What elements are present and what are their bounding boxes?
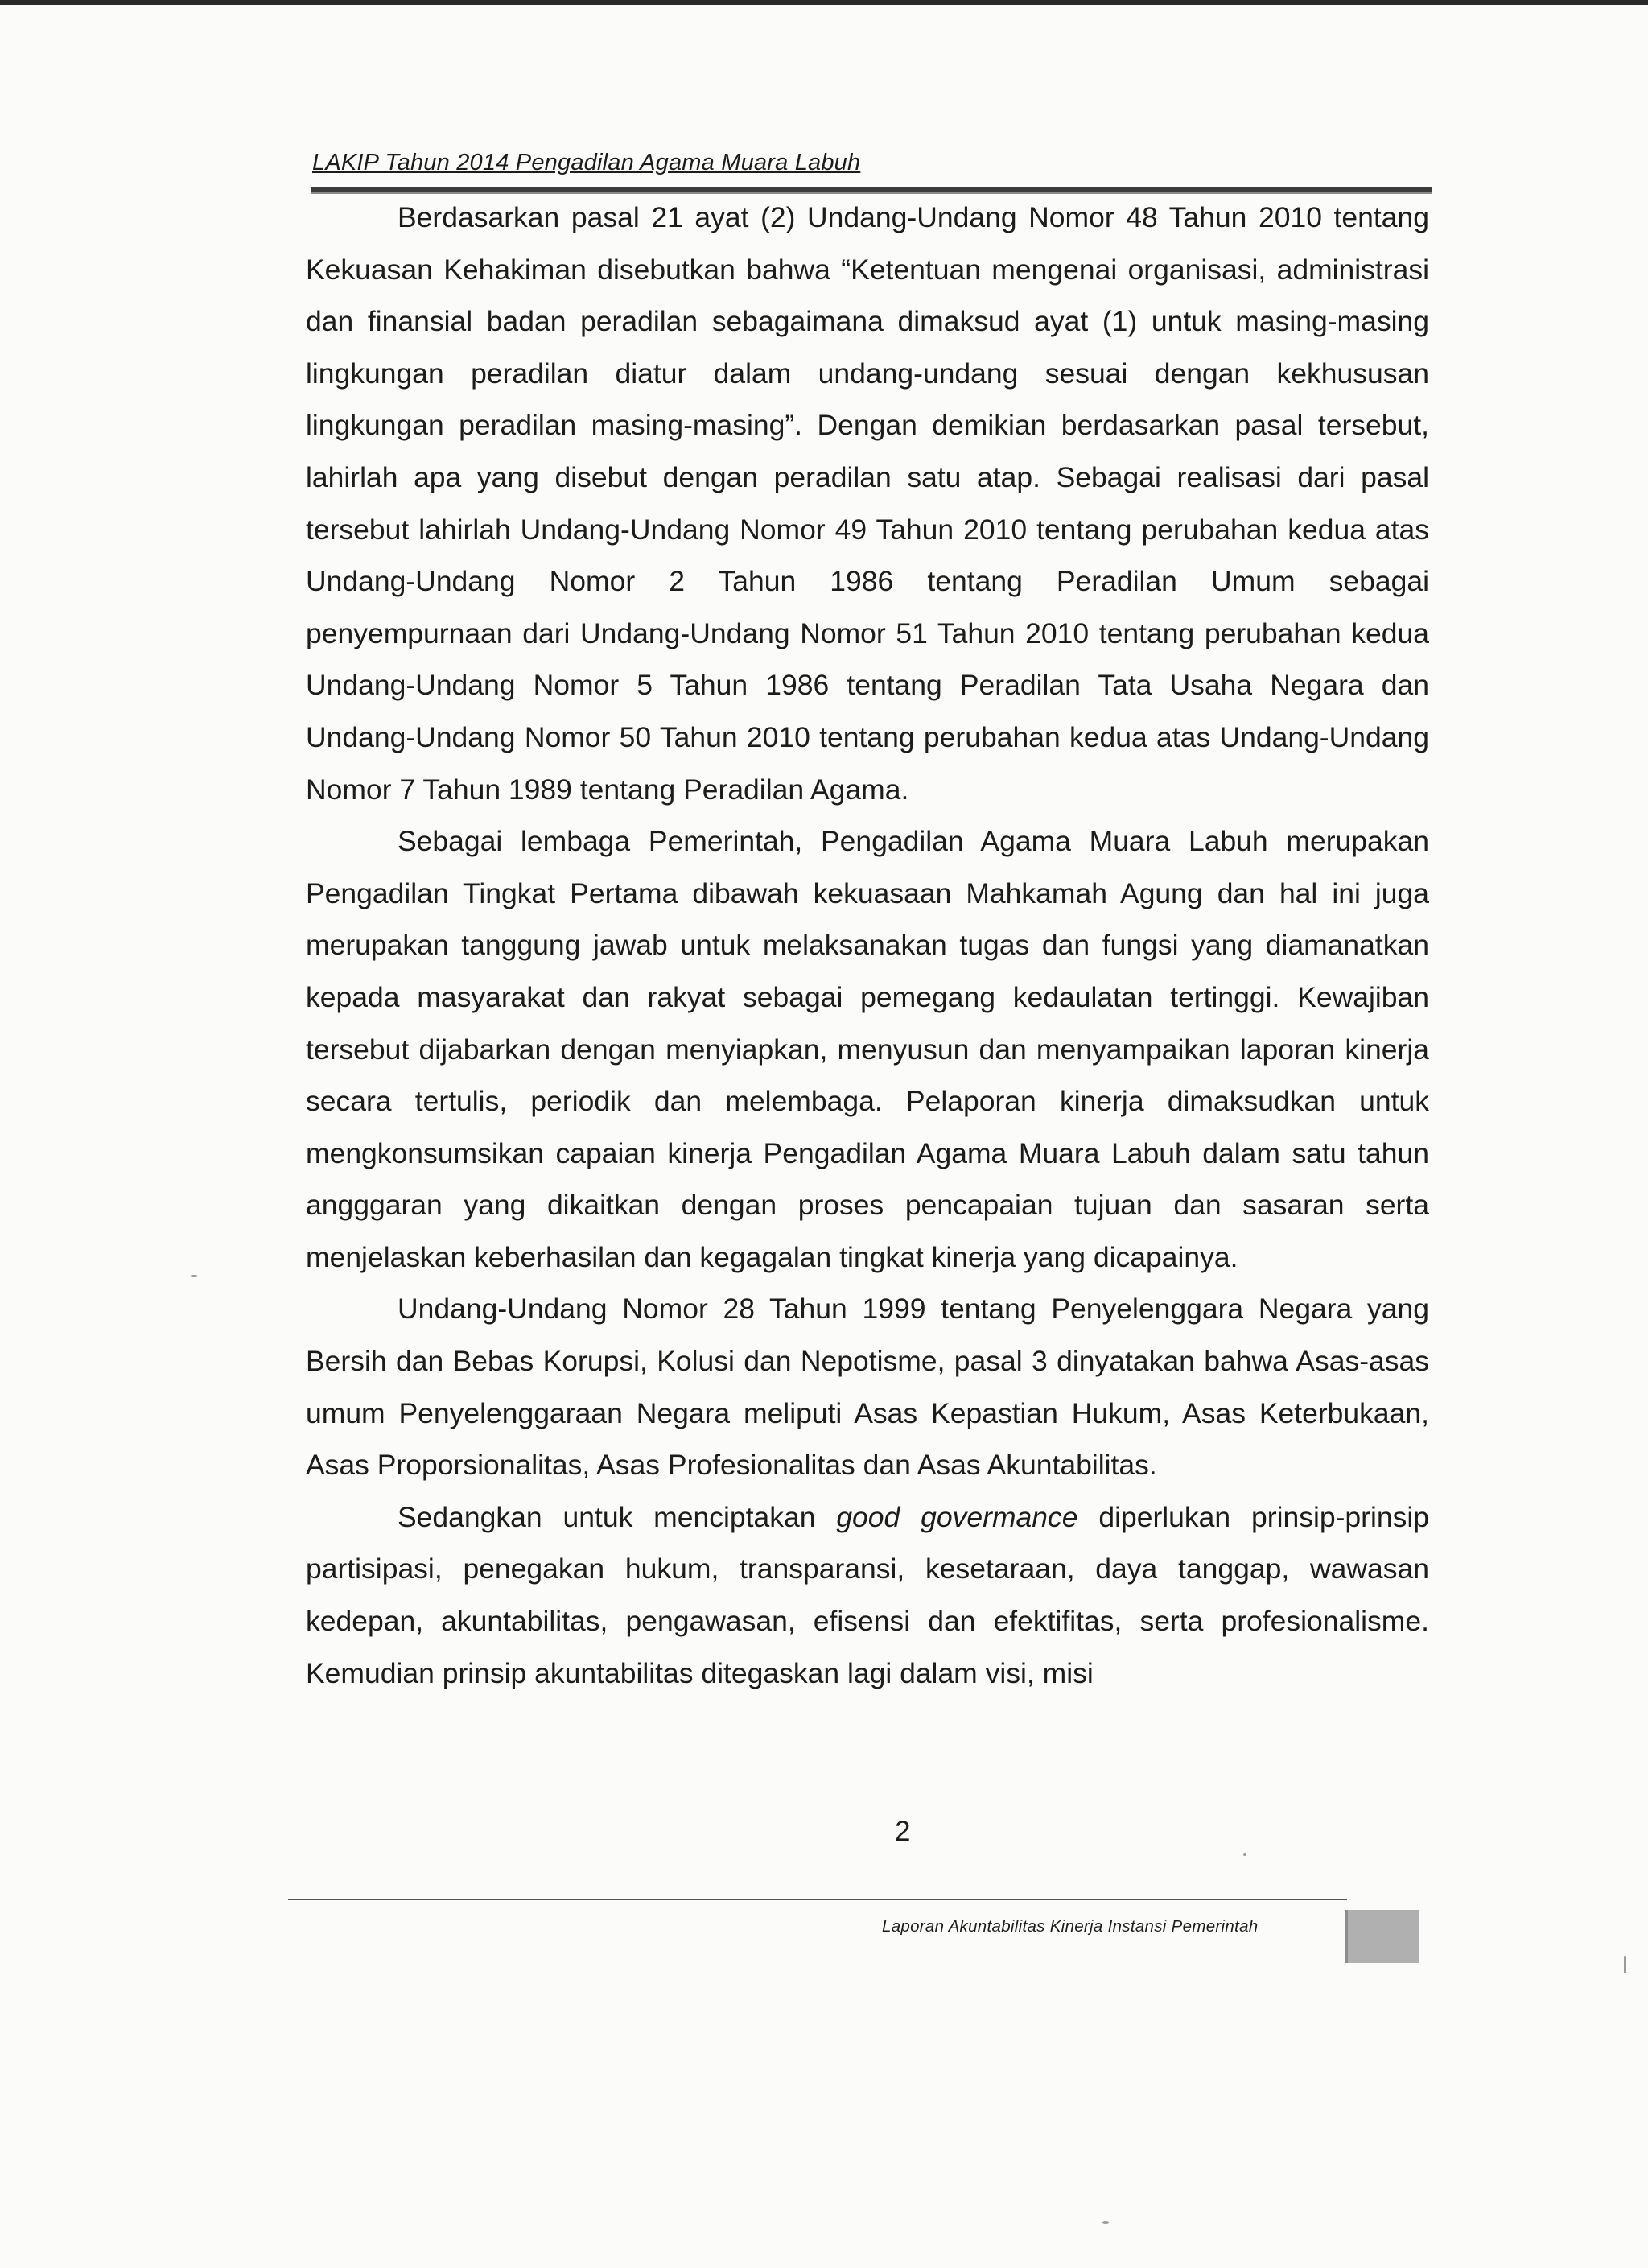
body-text [306,192,1429,1699]
scan-speck [1243,1853,1246,1856]
scan-edge [0,0,1648,5]
footer-divider [288,1899,1347,1900]
running-footer: Laporan Akuntabilitas Kinerja Instansi Pemerintah [882,1917,1259,1936]
paragraph-4-end: diperlukan prinsip-prinsip partisipasi, penegakan hukum, transparansi, kesetaraan, daya tanggap, wawasan kedepan, akuntabilitas, pengawasan, efisensi dan efektifitas, serta profesionalisme. Kemudian prinsip akuntabilitas ditegaskan lagi dalam visi, misi [306,1500,1429,1689]
paragraph-4-start: Sedangkan untuk menciptakan [398,1500,837,1533]
scan-speck [190,1275,198,1277]
paragraph-4 [306,1491,1429,1699]
footer-gray-tab [1345,1910,1419,1963]
italic-term: good govermance [836,1500,1078,1533]
paragraph-2: Sebagai lembaga Pemerintah, Pengadilan Agama Muara Labuh merupakan Pengadilan Tingkat Pertama dibawah kekuasaan Mahkamah Agung dan hal ini juga merupakan tanggung jawab untuk melaksanakan tugas dan fungsi yang diamanatkan kepada masyarakat dan rakyat sebagai pemegang kedaulatan tertinggi. Kewajiban tersebut dijabarkan dengan menyiapkan, menyusun dan menyampaikan laporan kinerja secara tertulis, periodik dan melembaga. Pelaporan kinerja dimaksudkan untuk mengkonsumsikan capaian kinerja Pengadilan Agama Muara Labuh dalam satu tahun angggaran yang dikaitkan dengan proses pencapaian tujuan dan sasaran serta menjelaskan keberhasilan dan kegagalan tingkat kinerja yang dicapainya. [306,825,1429,1273]
running-header: LAKIP Tahun 2014 Pengadilan Agama Muara Labuh [312,150,861,175]
scan-speck [1102,2221,1109,2224]
paragraph-1: Berdasarkan pasal 21 ayat (2) Undang-Undang Nomor 48 Tahun 2010 tentang Kekuasan Kehakiman disebutkan bahwa “Ketentuan mengenai organisasi, administrasi dan finansial badan peradilan sebagaimana dimaksud ayat (1) untuk masing-masing lingkungan peradilan diatur dalam undang-undang sesuai dengan kekhususan lingkungan peradilan masing-masing”. Dengan demikian berdasarkan pasal tersebut, lahirlah apa yang disebut dengan peradilan satu atap. Sebagai realisasi dari pasal tersebut lahirlah Undang-Undang Nomor 49 Tahun 2010 tentang perubahan kedua atas Undang-Undang Nomor 2 Tahun 1986 tentang Peradilan Umum sebagai penyempurnaan dari Undang-Undang Nomor 51 Tahun 2010 tentang perubahan kedua Undang-Undang Nomor 5 Tahun 1986 tentang Peradilan Tata Usaha Negara dan Undang-Undang Nomor 50 Tahun 2010 tentang perubahan kedua atas Undang-Undang Nomor 7 Tahun 1989 tentang Peradilan Agama. [306,201,1429,806]
paragraph-3: Undang-Undang Nomor 28 Tahun 1999 tentang Penyelenggara Negara yang Bersih dan Bebas Korupsi, Kolusi dan Nepotisme, pasal 3 dinyatakan bahwa Asas-asas umum Penyelenggaraan Negara meliputi Asas Kepastian Hukum, Asas Keterbukaan, Asas Proporsionalitas, Asas Profesionalitas dan Asas Akuntabilitas. [306,1293,1429,1482]
page-number: 2 [895,1816,911,1847]
scan-speck [1624,1956,1626,1973]
